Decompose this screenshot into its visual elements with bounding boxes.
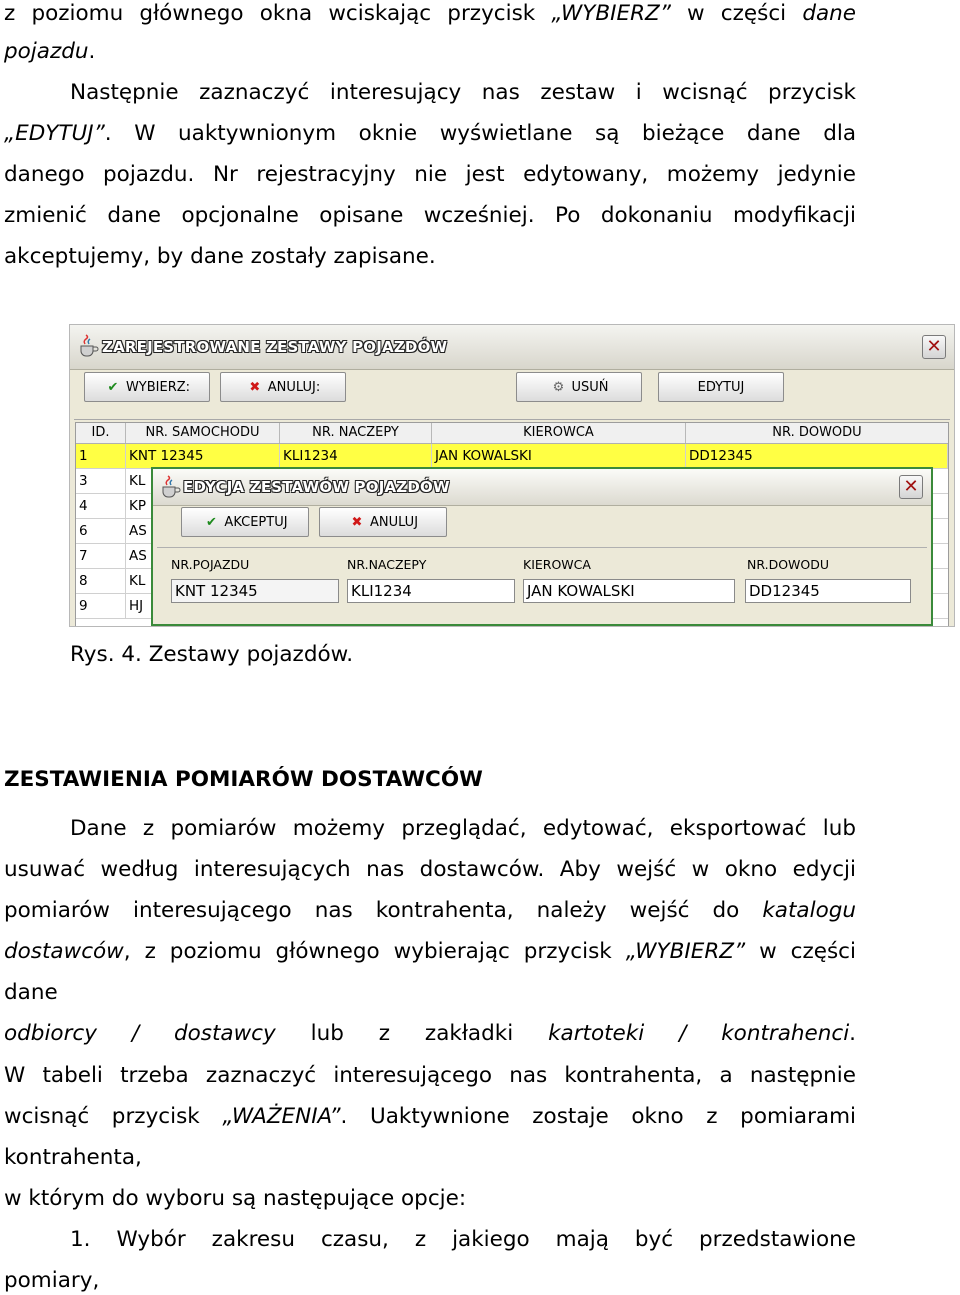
table-row[interactable]: 9 HJ: [76, 594, 948, 619]
accept-button[interactable]: ✔ AKCEPTUJ: [181, 507, 309, 537]
text-line: pojazdu.: [4, 39, 96, 64]
edit-dialog-title: EDYCJA ZESTAWÓW POJAZDÓW: [183, 478, 450, 496]
text-line: akceptujemy, by dane zostały zapisane.: [4, 244, 436, 269]
driver-field[interactable]: JAN KOWALSKI: [523, 579, 735, 603]
table-row[interactable]: 4 KP: [76, 494, 948, 519]
toolbar-separator: [74, 411, 950, 420]
document-no-field[interactable]: DD12345: [745, 579, 911, 603]
close-icon: ✕: [903, 476, 919, 497]
text-line: Następnie zaznaczyć interesujący nas zestaw i wcisnąć przycisk: [70, 80, 856, 105]
java-cup-icon: [159, 475, 181, 499]
col-trailer-no[interactable]: NR. NACZEPY: [280, 423, 432, 443]
table-row[interactable]: 8 KL: [76, 569, 948, 594]
main-window-title: ZAREJESTROWANE ZESTAWY POJAZDÓW: [102, 338, 448, 356]
text-line: dostawców, z poziomu głównego wybierając przycisk „WYBIERZ” w części: [4, 939, 856, 964]
text-line: usuwać według interesujących nas dostawców. Aby wejść w okno edycji: [4, 857, 856, 882]
text-line: odbiorcy / dostawcy lub z zakładki kartoteki / kontrahenci.: [4, 1021, 857, 1046]
trailer-no-label: NR.NACZEPY: [347, 557, 427, 572]
text-line: z poziomu głównego okna wciskając przycisk „WYBIERZ” w części dane: [4, 1, 856, 26]
table-row[interactable]: 1 KNT 12345 KLI1234 JAN KOWALSKI DD12345: [76, 444, 948, 469]
text-line: dane: [4, 980, 58, 1005]
table-row[interactable]: 7 AS: [76, 544, 948, 569]
cancel-button[interactable]: ✖ ANULUJ:: [220, 372, 346, 402]
document-no-label: NR.DOWODU: [747, 557, 830, 572]
edit-button[interactable]: EDYTUJ: [658, 372, 784, 402]
vehicle-no-label: NR.POJAZDU: [171, 557, 250, 572]
main-window-close-button[interactable]: [922, 335, 946, 359]
table-row[interactable]: 6 AS: [76, 519, 948, 544]
section-heading: ZESTAWIENIA POMIARÓW DOSTAWCÓW: [4, 767, 483, 792]
figure-caption: Rys. 4. Zestawy pojazdów.: [70, 642, 354, 667]
edit-dialog-titlebar: [153, 469, 931, 506]
col-id[interactable]: ID.: [76, 423, 126, 443]
text-line: wcisnąć przycisk „WAŻENIA”. Uaktywnione zostaje okno z pomiarami: [4, 1104, 856, 1129]
main-window-titlebar: [70, 325, 954, 370]
table-row[interactable]: 3 KL: [76, 469, 948, 494]
cross-icon: ✖: [351, 515, 363, 530]
check-icon: ✔: [205, 515, 217, 530]
edit-dialog-close-button[interactable]: [899, 475, 923, 499]
trailer-no-field[interactable]: KLI1234: [347, 579, 515, 603]
check-icon: ✔: [107, 380, 119, 395]
screenshot-figure: [69, 324, 955, 627]
edit-dialog: [151, 467, 933, 626]
close-icon: ✕: [926, 336, 942, 357]
select-button[interactable]: ✔ WYBIERZ:: [84, 372, 210, 402]
driver-label: KIEROWCA: [523, 557, 591, 572]
list-item: 1. Wybór zakresu czasu, z jakiego mają być przedstawione: [70, 1227, 856, 1252]
cross-icon: ✖: [249, 380, 261, 395]
table-header: [76, 423, 948, 444]
delete-button[interactable]: ⚙ USUŃ: [516, 372, 642, 402]
text-line: pomiary,: [4, 1268, 100, 1293]
col-vehicle-no[interactable]: NR. SAMOCHODU: [126, 423, 280, 443]
text-line: kontrahenta,: [4, 1145, 142, 1170]
delete-icon: ⚙: [552, 380, 565, 395]
dialog-cancel-button[interactable]: ✖ ANULUJ: [319, 507, 447, 537]
text-line: danego pojazdu. Nr rejestracyjny nie jest edytowany, możemy jedynie: [4, 162, 856, 187]
text-line: pomiarów interesującego nas kontrahenta, należy wejść do katalogu: [4, 898, 856, 923]
text-line: w którym do wyboru są następujące opcje:: [4, 1186, 467, 1211]
text-line: W tabeli trzeba zaznaczyć interesującego nas kontrahenta, a następnie: [4, 1063, 856, 1088]
dialog-separator: [157, 547, 927, 548]
vehicle-no-field: KNT 12345: [171, 579, 339, 603]
text-line: zmienić dane opcjonalne opisane wcześniej. Po dokonaniu modyfikacji: [4, 203, 856, 228]
col-document-no[interactable]: NR. DOWODU: [772, 425, 862, 440]
col-driver[interactable]: KIEROWCA: [432, 423, 686, 443]
text-line: „EDYTUJ”. W uaktywnionym oknie wyświetlane są bieżące dane dla: [4, 121, 856, 146]
text-line: Dane z pomiarów możemy przeglądać, edytować, eksportować lub: [70, 816, 856, 841]
java-cup-icon: [77, 334, 99, 358]
